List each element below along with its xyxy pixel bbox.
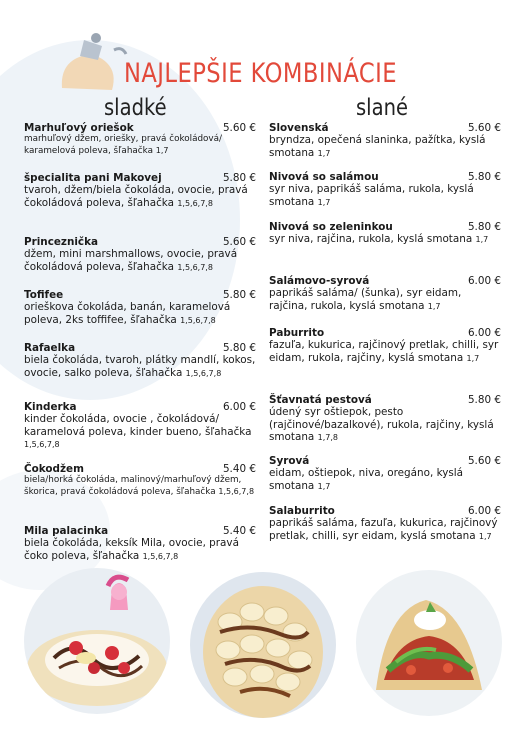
item-allergens: 1,7 [466,353,480,363]
item-price: 5.80 € [222,172,256,184]
item-price: 5.60 € [467,122,501,134]
item-price: 6.00 € [467,327,501,339]
item-name: Slovenská [269,122,329,134]
item-description: syr niva, paprikáš saláma, rukola, kyslá smotana 1,7 [269,183,474,208]
item-description: orieškova čokoláda, banán, karamelová poleva, 2ks toffifee, šľahačka 1,5,6,7,8 [24,301,231,326]
item-name: Nivová so salámou [269,171,379,183]
item-name: Salámovo-syrová [269,275,370,287]
item-name: Šťavnatá pestová [269,394,372,406]
item-price: 5.80 € [467,171,501,183]
photo-strip [0,568,521,718]
item-name: Rafaelka [24,342,76,354]
menu-item [269,505,501,543]
page-title: NAJLEPŠIE KOMBINÁCIE [123,58,398,89]
item-name: Mila palacinka [24,525,109,537]
menu-item [269,455,501,493]
item-price: 6.00 € [222,401,256,413]
item-name: Princeznička [24,236,98,248]
item-allergens: 1,7 [427,301,441,311]
item-allergens: 1,7 [475,235,489,245]
item-allergens: 1,7,8 [317,433,338,443]
item-description: údený syr oštiepok, pesto (rajčinové/bazalkové), rukola, rajčiny, kyslá smotana 1,7,8 [269,406,494,444]
sweet-heading: sladké [104,95,167,121]
item-allergens: 1,5,6,7,8 [218,487,255,497]
item-allergens: 1,7 [478,531,492,541]
item-price: 5.80 € [467,221,501,233]
menu-item [24,122,256,157]
menu-item [24,236,256,274]
item-price: 6.00 € [467,275,501,287]
item-allergens: 1,7 [317,197,331,207]
item-price: 5.60 € [222,122,256,134]
item-description: syr niva, rajčina, rukola, kyslá smotana 1,7 [269,233,489,246]
menu-item [24,342,256,380]
item-description: biela/horká čokoláda, malinový/marhuľový džem, škorica, pravá čokoládová poleva, šľahačka 1,5,6,7,8 [24,475,255,498]
item-description: biela čokoláda, tvaroh, plátky mandlí, kokos, ovocie, salko poleva, šľahačka 1,5,6,7,8 [24,354,256,379]
item-description: džem, mini marshmallows, ovocie, pravá čokoládová poleva, šľahačka 1,5,6,7,8 [24,248,238,273]
item-description: tvaroh, džem/biela čokoláda, ovocie, pravá čokoládová poleva, šľahačka 1,5,6,7,8 [24,184,248,209]
item-name: Kinderka [24,401,77,413]
sweet-crepe-photo [24,568,170,714]
item-name: Marhuľový oriešok [24,122,134,134]
item-price: 5.80 € [222,289,256,301]
savory-heading: slané [356,95,409,121]
menu-item [269,275,501,313]
item-name: Nivová so zeleninkou [269,221,393,233]
item-allergens: 1,5,6,7,8 [24,440,60,450]
item-description: paprikáš saláma/ (šunka), syr eidam, rajčina, rukola, kyslá smotana 1,7 [269,287,462,312]
menu-item [24,525,256,563]
item-allergens: 1,5,6,7,8 [142,551,179,561]
item-allergens: 1,5,6,7,8 [177,262,213,272]
item-allergens: 1,5,6,7,8 [177,198,213,208]
item-name: Salaburrito [269,505,335,517]
menu-item [24,401,256,452]
item-price: 6.00 € [467,505,501,517]
item-allergens: 1,7 [317,481,331,491]
banana-crepe-photo [190,572,336,718]
item-description: kinder čokoláda, ovocie , čokoládová/ karamelová poleva, kinder bueno, šľahačka 1,5,6,7,8 [24,413,252,450]
savory-crepe-photo [356,570,502,716]
item-price: 5.80 € [467,394,501,406]
item-allergens: 1,5,6,7,8 [180,315,216,325]
item-price: 5.60 € [467,455,501,467]
menu-item [24,463,256,498]
item-description: bryndza, opečená slaninka, pažítka, kyslá smotana 1,7 [269,134,486,159]
item-price: 5.80 € [222,342,256,354]
item-allergens: 1,5,6,7,8 [185,368,222,378]
menu-item [24,172,256,210]
item-description: eidam, oštiepok, niva, oregáno, kyslá smotana 1,7 [269,467,464,492]
item-name: Paburrito [269,327,325,339]
menu-item [269,327,501,365]
item-price: 5.60 € [222,236,256,248]
item-name: Tofifee [24,289,64,301]
menu-item [269,394,501,445]
item-name: Syrová [269,455,310,467]
menu-item [269,122,501,160]
item-price: 5.40 € [222,463,256,475]
item-description: paprikáš saláma, fazuľa, kukurica, rajčinový pretlak, chilli, syr eidam, kyslá smotana 1,7 [269,517,498,542]
item-allergens: 1,7 [317,148,331,158]
menu-item [269,171,501,209]
item-name: špecialita pani Makovej [24,172,162,184]
item-allergens: 1,7 [155,146,169,156]
item-description: fazuľa, kukurica, rajčinový pretlak, chilli, syr eidam, rukola, rajčiny, kyslá smotana 1,7 [269,339,499,364]
menu-item [24,289,256,327]
item-price: 5.40 € [222,525,256,537]
item-description: marhuľový džem, oriešky, pravá čokoládová/ karamelová poleva, šľahačka 1,7 [24,134,222,157]
menu-item [269,221,501,247]
item-description: biela čokoláda, keksík Mila, ovocie, pravá čoko poleva, šľahačka 1,5,6,7,8 [24,537,239,562]
item-name: Čokodžem [24,463,84,475]
